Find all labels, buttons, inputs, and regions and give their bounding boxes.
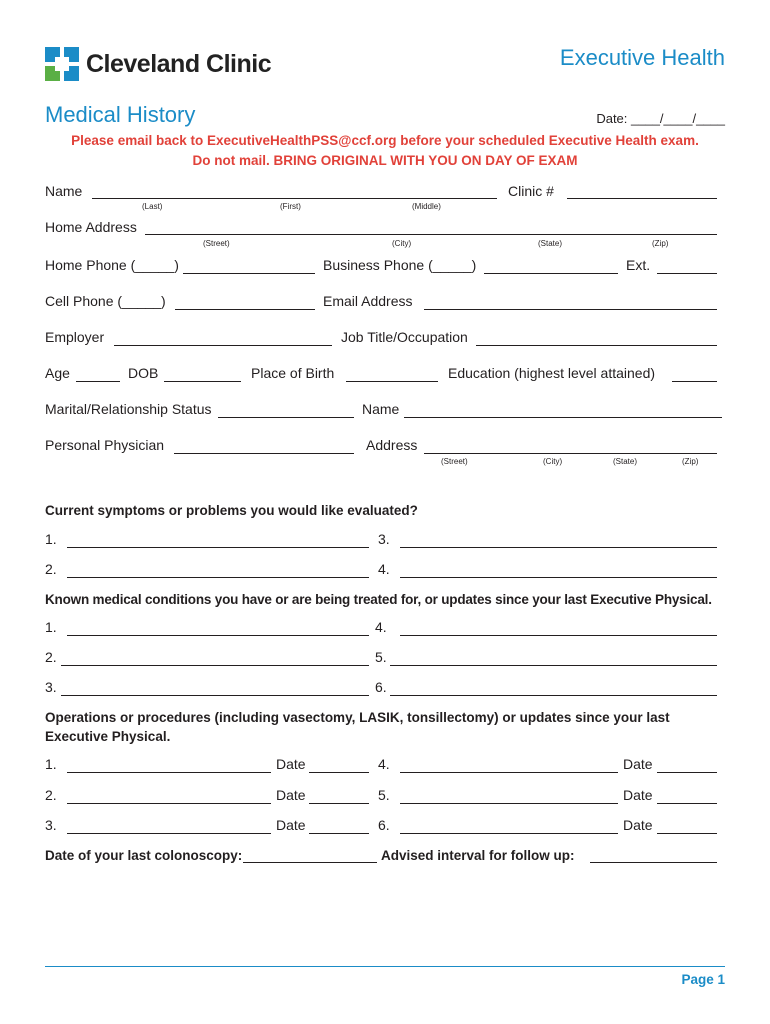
cell-phone-field[interactable] — [175, 309, 315, 310]
operation-number: 5. — [378, 787, 390, 803]
physician-field[interactable] — [174, 453, 354, 454]
job-title-label: Job Title/Occupation — [341, 329, 468, 345]
name-label: Name — [45, 183, 83, 199]
age-field[interactable] — [76, 381, 120, 382]
condition-number: 1. — [45, 619, 57, 635]
state-caption: (State) — [538, 239, 563, 248]
colonoscopy-label: Date of your last colonoscopy: — [45, 848, 243, 863]
operation-date-label: Date — [276, 756, 306, 772]
condition-number: 4. — [375, 619, 387, 635]
condition-field-2[interactable] — [61, 665, 369, 666]
operation-date-field-1[interactable] — [309, 772, 369, 773]
department-title: Executive Health — [559, 45, 725, 70]
operation-date-label: Date — [623, 787, 653, 803]
spouse-name-field[interactable] — [404, 417, 722, 418]
business-phone-field[interactable] — [484, 273, 618, 274]
physician-label: Personal Physician — [45, 437, 165, 453]
job-title-field[interactable] — [476, 345, 717, 346]
marital-status-label: Marital/Relationship Status — [45, 401, 212, 417]
home-phone-field[interactable] — [183, 273, 315, 274]
symptom-number: 4. — [378, 561, 390, 577]
marital-status-field[interactable] — [218, 417, 354, 418]
home-address-field[interactable] — [145, 234, 717, 235]
first-caption: (First) — [280, 202, 301, 211]
operation-date-label: Date — [276, 817, 306, 833]
symptom-number: 2. — [45, 561, 57, 577]
ext-label: Ext. — [626, 257, 651, 273]
cell-phone-label: Cell Phone (_____) — [45, 293, 166, 309]
operation-date-field-6[interactable] — [657, 833, 717, 834]
brand-name: Cleveland Clinic — [86, 50, 272, 78]
symptom-number: 3. — [378, 531, 390, 547]
operation-date-field-2[interactable] — [309, 803, 369, 804]
colonoscopy-field[interactable] — [243, 862, 377, 863]
clinic-number-label: Clinic # — [508, 183, 554, 199]
operation-field-5[interactable] — [400, 803, 618, 804]
condition-number: 5. — [375, 649, 387, 665]
follow-up-interval-field[interactable] — [590, 862, 717, 863]
operation-date-field-5[interactable] — [657, 803, 717, 804]
footer-divider — [45, 966, 725, 967]
dob-label: DOB — [128, 365, 159, 381]
physician-zip-caption: (Zip) — [682, 457, 699, 466]
physician-address-label: Address — [366, 437, 418, 453]
operation-number: 6. — [378, 817, 390, 833]
operation-field-6[interactable] — [400, 833, 618, 834]
follow-up-interval-label: Advised interval for follow up: — [381, 848, 575, 863]
operation-number: 1. — [45, 756, 57, 772]
middle-caption: (Middle) — [412, 202, 441, 211]
operation-date-field-4[interactable] — [657, 772, 717, 773]
name-field[interactable] — [92, 198, 497, 199]
physician-street-caption: (Street) — [441, 457, 468, 466]
education-field[interactable] — [672, 381, 717, 382]
operation-number: 3. — [45, 817, 57, 833]
condition-field-3[interactable] — [61, 695, 369, 696]
operations-heading-cont: Executive Physical. — [45, 729, 171, 744]
condition-field-4[interactable] — [400, 635, 717, 636]
cleveland-clinic-logo-icon — [45, 47, 79, 81]
city-caption: (City) — [392, 239, 412, 248]
page-title: Medical History — [45, 102, 196, 127]
ext-field[interactable] — [657, 273, 717, 274]
conditions-heading: Known medical conditions you have or are being treated for, or updates since your last Executive Physical. — [45, 592, 712, 607]
operation-number: 4. — [378, 756, 390, 772]
email-field[interactable] — [424, 309, 717, 310]
zip-caption: (Zip) — [652, 239, 669, 248]
symptom-number: 1. — [45, 531, 57, 547]
employer-label: Employer — [45, 329, 105, 345]
symptoms-heading: Current symptoms or problems you would like evaluated? — [45, 503, 418, 518]
date-field[interactable]: Date: ____/____/____ — [596, 111, 725, 126]
operations-heading: Operations or procedures (including vasectomy, LASIK, tonsillectomy) or updates since your last — [45, 710, 670, 725]
operation-field-1[interactable] — [67, 772, 271, 773]
employer-field[interactable] — [114, 345, 332, 346]
notice-bring-original: Do not mail. BRING ORIGINAL WITH YOU ON DAY OF EXAM — [192, 153, 578, 168]
physician-address-field[interactable] — [424, 453, 717, 454]
business-phone-label: Business Phone (_____) — [323, 257, 477, 273]
operation-date-field-3[interactable] — [309, 833, 369, 834]
operation-date-label: Date — [276, 787, 306, 803]
notice-email: Please email back to ExecutiveHealthPSS@ccf.org before your scheduled Executive Health exam. — [71, 133, 699, 148]
home-phone-label: Home Phone (_____) — [45, 257, 179, 273]
symptom-field-3[interactable] — [400, 547, 717, 548]
condition-field-5[interactable] — [390, 665, 717, 666]
symptom-field-2[interactable] — [67, 577, 369, 578]
page-number: Page 1 — [681, 972, 725, 987]
physician-state-caption: (State) — [613, 457, 638, 466]
place-of-birth-field[interactable] — [346, 381, 438, 382]
symptom-field-1[interactable] — [67, 547, 369, 548]
last-caption: (Last) — [142, 202, 163, 211]
operation-field-2[interactable] — [67, 803, 271, 804]
education-label: Education (highest level attained) — [448, 365, 656, 381]
condition-number: 3. — [45, 679, 57, 695]
operation-date-label: Date — [623, 817, 653, 833]
age-label: Age — [45, 365, 70, 381]
dob-field[interactable] — [164, 381, 241, 382]
condition-field-6[interactable] — [390, 695, 717, 696]
place-of-birth-label: Place of Birth — [251, 365, 335, 381]
operation-field-3[interactable] — [67, 833, 271, 834]
operation-date-label: Date — [623, 756, 653, 772]
home-address-label: Home Address — [45, 219, 137, 235]
spouse-name-label: Name — [362, 401, 400, 417]
street-caption: (Street) — [203, 239, 230, 248]
condition-number: 6. — [375, 679, 387, 695]
condition-field-1[interactable] — [67, 635, 369, 636]
symptom-field-4[interactable] — [400, 577, 717, 578]
physician-city-caption: (City) — [543, 457, 563, 466]
operation-field-4[interactable] — [400, 772, 618, 773]
logo — [45, 47, 79, 81]
condition-number: 2. — [45, 649, 57, 665]
operation-number: 2. — [45, 787, 57, 803]
email-label: Email Address — [323, 293, 413, 309]
clinic-number-field[interactable] — [567, 198, 717, 199]
